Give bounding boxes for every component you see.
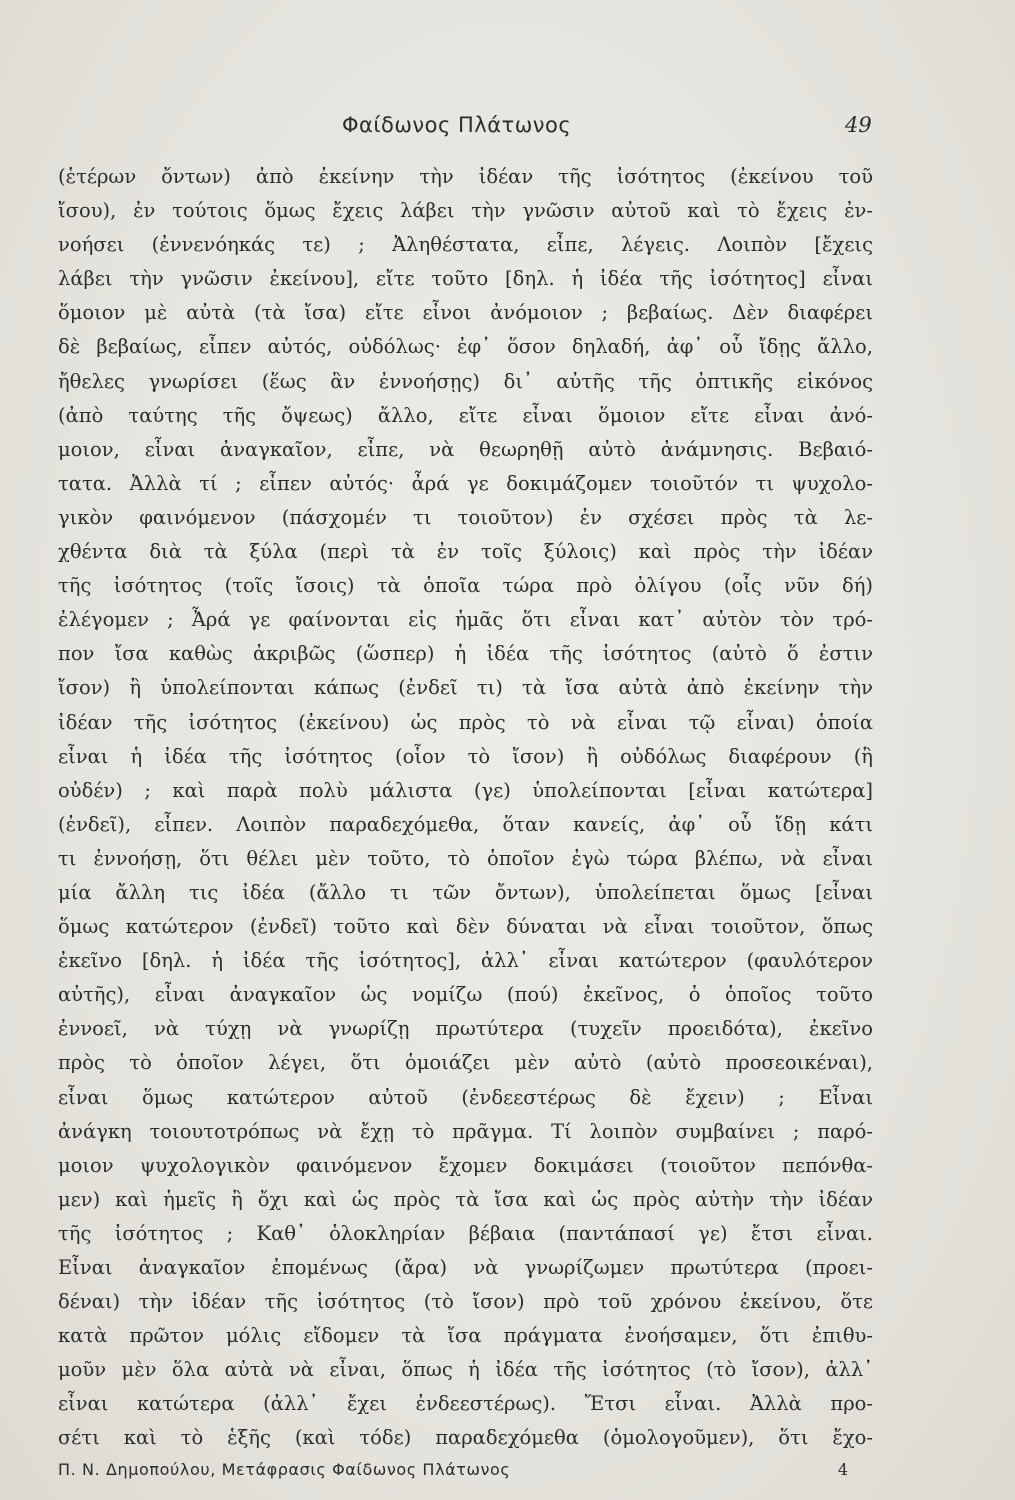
text-line: μία ἄλλη τις ἰδέα (ἄλλο τι τῶν ὄντων), ὑπολείπεται ὅμως [εἶναι — [58, 880, 873, 904]
text-line: νοήσει (ἐννενόηκάς τε) ; Ἀληθέστατα, εἶπε, λέγεις. Λοιπὸν [ἔχεις — [58, 233, 873, 257]
text-line: πρὸς τὸ ὁποῖον λέγει, ὅτι ὁμοιάζει μὲν αὐτὸ (αὐτὸ προσεοικέναι), — [58, 1051, 873, 1075]
text-line: (ἀπὸ ταύτης τῆς ὄψεως) ἄλλο, εἴτε εἶναι ὅμοιον εἴτε εἶναι ἀνό- — [58, 403, 873, 427]
page-number: 49 — [845, 113, 872, 137]
text-line: τῆς ἰσότητος (τοῖς ἴσοις) τὰ ὁποῖα τώρα πρὸ ὀλίγου (οἷς νῦν δή) — [58, 574, 873, 598]
body-text — [58, 160, 873, 1456]
text-line: ἴσου), ἐν τούτοις ὅμως ἔχεις λάβει τὴν γνῶσιν αὐτοῦ καὶ τὸ ἔχεις ἐν- — [58, 199, 873, 223]
text-line: τατα. Ἀλλὰ τί ; εἶπεν αὐτός· ἆρά γε δοκιμάζομεν τοιοῦτόν τι ψυχολο- — [58, 471, 873, 495]
text-line: Εἶναι ἀναγκαῖον ἑπομένως (ἄρα) νὰ γνωρίζωμεν πρωτύτερα (προει- — [58, 1256, 873, 1279]
text-line: (ἑτέρων ὄντων) ἀπὸ ἐκείνην τὴν ἰδέαν τῆς ἰσότητος (ἐκείνου τοῦ — [58, 165, 873, 188]
text-line: ἐννοεῖ, νὰ τύχῃ νὰ γνωρίζῃ πρωτύτερα (τυχεῖν προειδότα), ἐκεῖνο — [58, 1017, 873, 1041]
text-line: χθέντα διὰ τὰ ξύλα (περὶ τὰ ἐν τοῖς ξύλοις) καὶ πρὸς τὴν ἰδέαν — [58, 540, 873, 564]
text-line: εἶναι κατώτερα (ἀλλ᾽ ἔχει ἐνδεεστέρως). Ἔτσι εἶναι. Ἀλλὰ προ- — [58, 1392, 873, 1416]
text-line: ἐλέγομεν ; Ἆρά γε φαίνονται εἰς ἡμᾶς ὅτι εἶναι κατ᾽ αὐτὸν τὸν τρό- — [58, 608, 873, 632]
text-line: ὅμως κατώτερον (ἐνδεῖ) τοῦτο καὶ δὲν δύναται νὰ εἶναι τοιοῦτον, ὅπως — [58, 915, 873, 939]
footer — [58, 1460, 848, 1484]
text-line: (ἐνδεῖ), εἶπεν. Λοιπὸν παραδεχόμεθα, ὅταν κανείς, ἀφ᾽ οὗ ἴδῃ κάτι — [58, 812, 873, 836]
text-line: λάβει τὴν γνῶσιν ἐκείνου], εἴτε τοῦτο [δηλ. ἡ ἰδέα τῆς ἰσότητος] εἶναι — [58, 267, 873, 291]
text-line: τι ἐννοήσῃ, ὅτι θέλει μὲν τοῦτο, τὸ ὁποῖον ἐγὼ τώρα βλέπω, νὰ εἶναι — [58, 846, 873, 870]
text-line: ἤθελες γνωρίσει (ἕως ἂν ἐννοήσῃς) δι᾽ αὐτῆς τῆς ὀπτικῆς εἰκόνος — [58, 369, 873, 393]
text-line: μοιον ψυχολογικὸν φαινόμενον ἔχομεν δοκιμάσει (τοιοῦτον πεπόνθα- — [58, 1153, 873, 1177]
text-line: ἐκεῖνο [δηλ. ἡ ἰδέα τῆς ἰσότητος], ἀλλ᾽ εἶναι κατώτερον (φαυλότερον — [58, 949, 873, 973]
text-line: σέτι καὶ τὸ ἑξῆς (καὶ τόδε) παραδεχόμεθα (ὁμολογοῦμεν), ὅτι ἔχο- — [58, 1426, 873, 1450]
text-line: μοῦν μὲν ὅλα αὐτὰ νὰ εἶναι, ὅπως ἡ ἰδέα τῆς ἰσότητος (τὸ ἴσον), ἀλλ᾽ — [58, 1358, 873, 1382]
text-line: αὐτῆς), εἶναι ἀναγκαῖον ὡς νομίζω (πού) ἐκεῖνος, ὁ ὁποῖος τοῦτο — [58, 983, 873, 1007]
footer-text: Π. Ν. Δημοπούλου, Μετάφρασις Φαίδωνος Πλάτωνος — [58, 1460, 511, 1479]
text-line: κατὰ πρῶτον μόλις εἴδομεν τὰ ἴσα πράγματα ἐνοήσαμεν, ὅτι ἐπιθυ- — [58, 1324, 873, 1348]
text-line: ἀνάγκη τοιουτοτρόπως νὰ ἔχῃ τὸ πρᾶγμα. Τί λοιπὸν συμβαίνει ; παρό- — [58, 1119, 873, 1143]
text-line: πον ἴσα καθὼς ἀκριβῶς (ὥσπερ) ἡ ἰδέα τῆς ἰσότητος (αὐτὸ ὅ ἐστιν — [58, 642, 873, 666]
text-line: ἰδέαν τῆς ἰσότητος (ἐκείνου) ὡς πρὸς τὸ νὰ εἶναι τῷ εἶναι) ὁποία — [58, 710, 873, 734]
running-head — [0, 113, 1015, 143]
text-line: εἶναι ὅμως κατώτερον αὐτοῦ (ἐνδεεστέρως δὲ ἔχειν) ; Εἶναι — [58, 1085, 873, 1109]
text-line: τῆς ἰσότητος ; Καθ᾽ ὁλοκληρίαν βέβαια (παντάπασί γε) ἔτσι εἶναι. — [58, 1221, 873, 1245]
text-line: μοιον, εἶναι ἀναγκαῖον, εἶπε, νὰ θεωρηθῇ αὐτὸ ἀνάμνησις. Βεβαιό- — [58, 437, 873, 461]
running-title: Φαίδωνος Πλάτωνος — [342, 113, 572, 137]
text-line: δέναι) τὴν ἰδέαν τῆς ἰσότητος (τὸ ἴσον) πρὸ τοῦ χρόνου ἐκείνου, ὅτε — [58, 1290, 873, 1314]
text-line: μεν) καὶ ἡμεῖς ἢ ὄχι καὶ ὡς πρὸς τὰ ἴσα καὶ ὡς πρὸς αὐτὴν τὴν ἰδέαν — [58, 1187, 873, 1211]
text-line: γικὸν φαινόμενον (πάσχομέν τι τοιοῦτον) ἐν σχέσει πρὸς τὰ λε- — [58, 505, 873, 529]
signature-mark: 4 — [837, 1460, 848, 1479]
text-line: οὐδέν) ; καὶ παρὰ πολὺ μάλιστα (γε) ὑπολείπονται [εἶναι κατώτερα] — [58, 778, 873, 802]
text-line: ὅμοιον μὲ αὐτὰ (τὰ ἴσα) εἴτε εἶνοι ἀνόμοιον ; βεβαίως. Δὲν διαφέρει — [58, 301, 873, 325]
text-line: δὲ βεβαίως, εἶπεν αὐτός, οὐδόλως· ἐφ᾽ ὅσον δηλαδή, ἀφ᾽ οὗ ἴδῃς ἄλλο, — [58, 335, 873, 359]
text-line: ἴσον) ἢ ὑπολείπονται κάπως (ἐνδεῖ τι) τὰ ἴσα αὐτὰ ἀπὸ ἐκείνην τὴν — [58, 676, 873, 700]
text-line: εἶναι ἡ ἰδέα τῆς ἰσότητος (οἷον τὸ ἴσον) ἢ οὐδόλως διαφέρουν (ἢ — [58, 744, 873, 768]
